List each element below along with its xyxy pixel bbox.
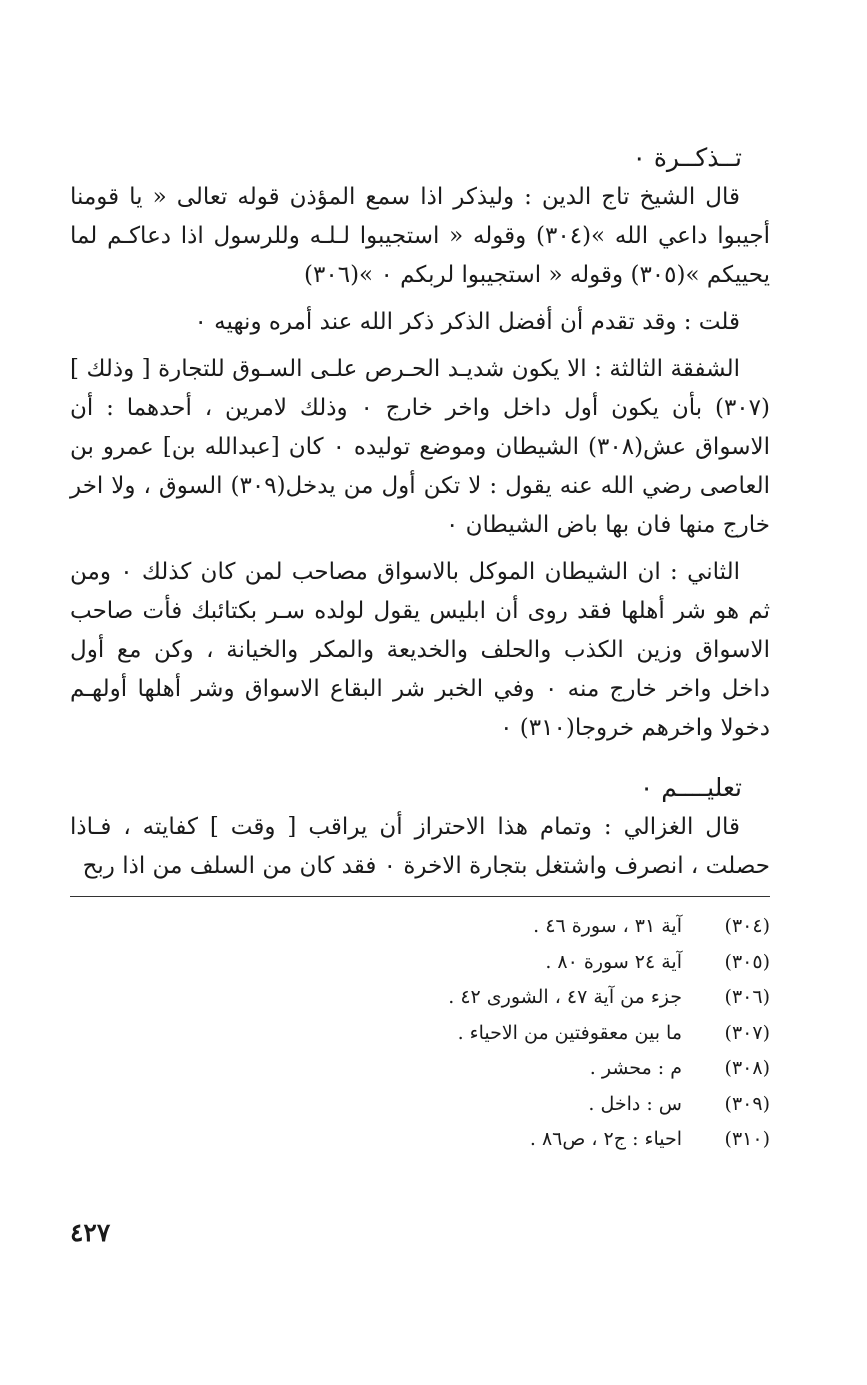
paragraph-best-dhikr: قلت : وقد تقدم أن أفضل الذكر ذكر الله عند أمره ونهيه ٠ bbox=[194, 309, 740, 335]
footnote-text: م : محشر . bbox=[589, 1057, 682, 1079]
footnote-item bbox=[70, 1016, 770, 1052]
footnote-number: (٣٠٩) bbox=[724, 1092, 770, 1115]
footnote-divider bbox=[70, 896, 770, 897]
footnote-text: احياء : ج٢ ، ص٨٦ . bbox=[529, 1128, 682, 1150]
paragraph-third-compassion: الشفقة الثالثة : الا يكون شديـد الحـرص علـى السـوق للتجارة [ وذلك ](٣٠٧) بأن يكون أول داخل واخر خارج ٠ وذلك لامرين ، أحدهما : أن الاسواق عش(٣٠٨) الشيطان وموضع توليده ٠ كان [عبدالله بن] عمرو بن العاصى رضي الله عنه يقول : لا تكن أول من يدخل(٣٠٩) السوق ، ولا اخر خارج منها فان بها باض الشيطان ٠ bbox=[70, 356, 771, 538]
footnote-number: (٣٠٤) bbox=[724, 915, 770, 937]
footnote-number: (٣٠٥) bbox=[724, 950, 770, 973]
footnote-text: جزء من آية ٤٧ ، الشورى ٤٢ . bbox=[448, 986, 682, 1008]
footnote-text: س : داخل . bbox=[588, 1092, 682, 1115]
paragraph-quran-answer: قال الشيخ تاج الدين : وليذكر اذا سمع المؤذن قوله تعالى « يا قومنا أجيبوا داعي الله »(٣٠٤) وقوله « استجيبوا لـلـه وللرسول اذا دعاكـم لما يحييكم »(٣٠٥) وقوله « استجيبوا لربكم ٠ »(٣٠٦) bbox=[70, 184, 770, 288]
book-page bbox=[70, 140, 770, 1158]
section-heading-tadhkira: تــذكــرة ٠ bbox=[632, 143, 742, 172]
footnote-number: (٣٠٧) bbox=[724, 1021, 770, 1044]
footnote-item bbox=[70, 1051, 770, 1087]
footnote-item bbox=[70, 945, 770, 981]
footnotes-list bbox=[70, 909, 770, 1158]
footnote-number: (٣٠٦) bbox=[724, 986, 770, 1008]
paragraph-ghazali: قال الغزالي : وتمام هذا الاحتراز أن يراقب [ وقت ] كفايته ، فـاذا حصلت ، انصرف واشتغل بتجارة الاخرة ٠ فقد كان من السلف من اذا ربح bbox=[70, 814, 770, 879]
footnote-item bbox=[70, 980, 770, 1016]
footnote-text: آية ٢٤ سورة ٨٠ . bbox=[545, 950, 682, 973]
footnote-text: ما بين معقوفتين من الاحياء . bbox=[457, 1021, 682, 1044]
page-number: ٤٢٧ bbox=[70, 1218, 111, 1247]
footnote-number: (٣١٠) bbox=[724, 1128, 770, 1150]
footnote-text: آية ٣١ ، سورة ٤٦ . bbox=[533, 915, 682, 937]
footnote-item bbox=[70, 1087, 770, 1123]
footnote-number: (٣٠٨) bbox=[724, 1057, 770, 1079]
footnote-item bbox=[70, 1122, 770, 1158]
footnote-item bbox=[70, 909, 770, 945]
paragraph-second-reason: الثاني : ان الشيطان الموكل بالاسواق مصاحب لمن كان كذلك ٠ ومن ثم هو شر أهلها فقد روى أن ابليس يقول لولده سـر بكتائبك فأت صاحب الاسواق وزين الكذب والحلف والخديعة والمكر والخيانة ، وكن مع أول داخل واخر خارج منه ٠ وفي الخبر شر البقاع الاسواق وشر أهلها أولهـم دخولا واخرهم خروجا(٣١٠) ٠ bbox=[70, 559, 770, 741]
section-heading-taalim: تعليــــم ٠ bbox=[639, 773, 742, 802]
